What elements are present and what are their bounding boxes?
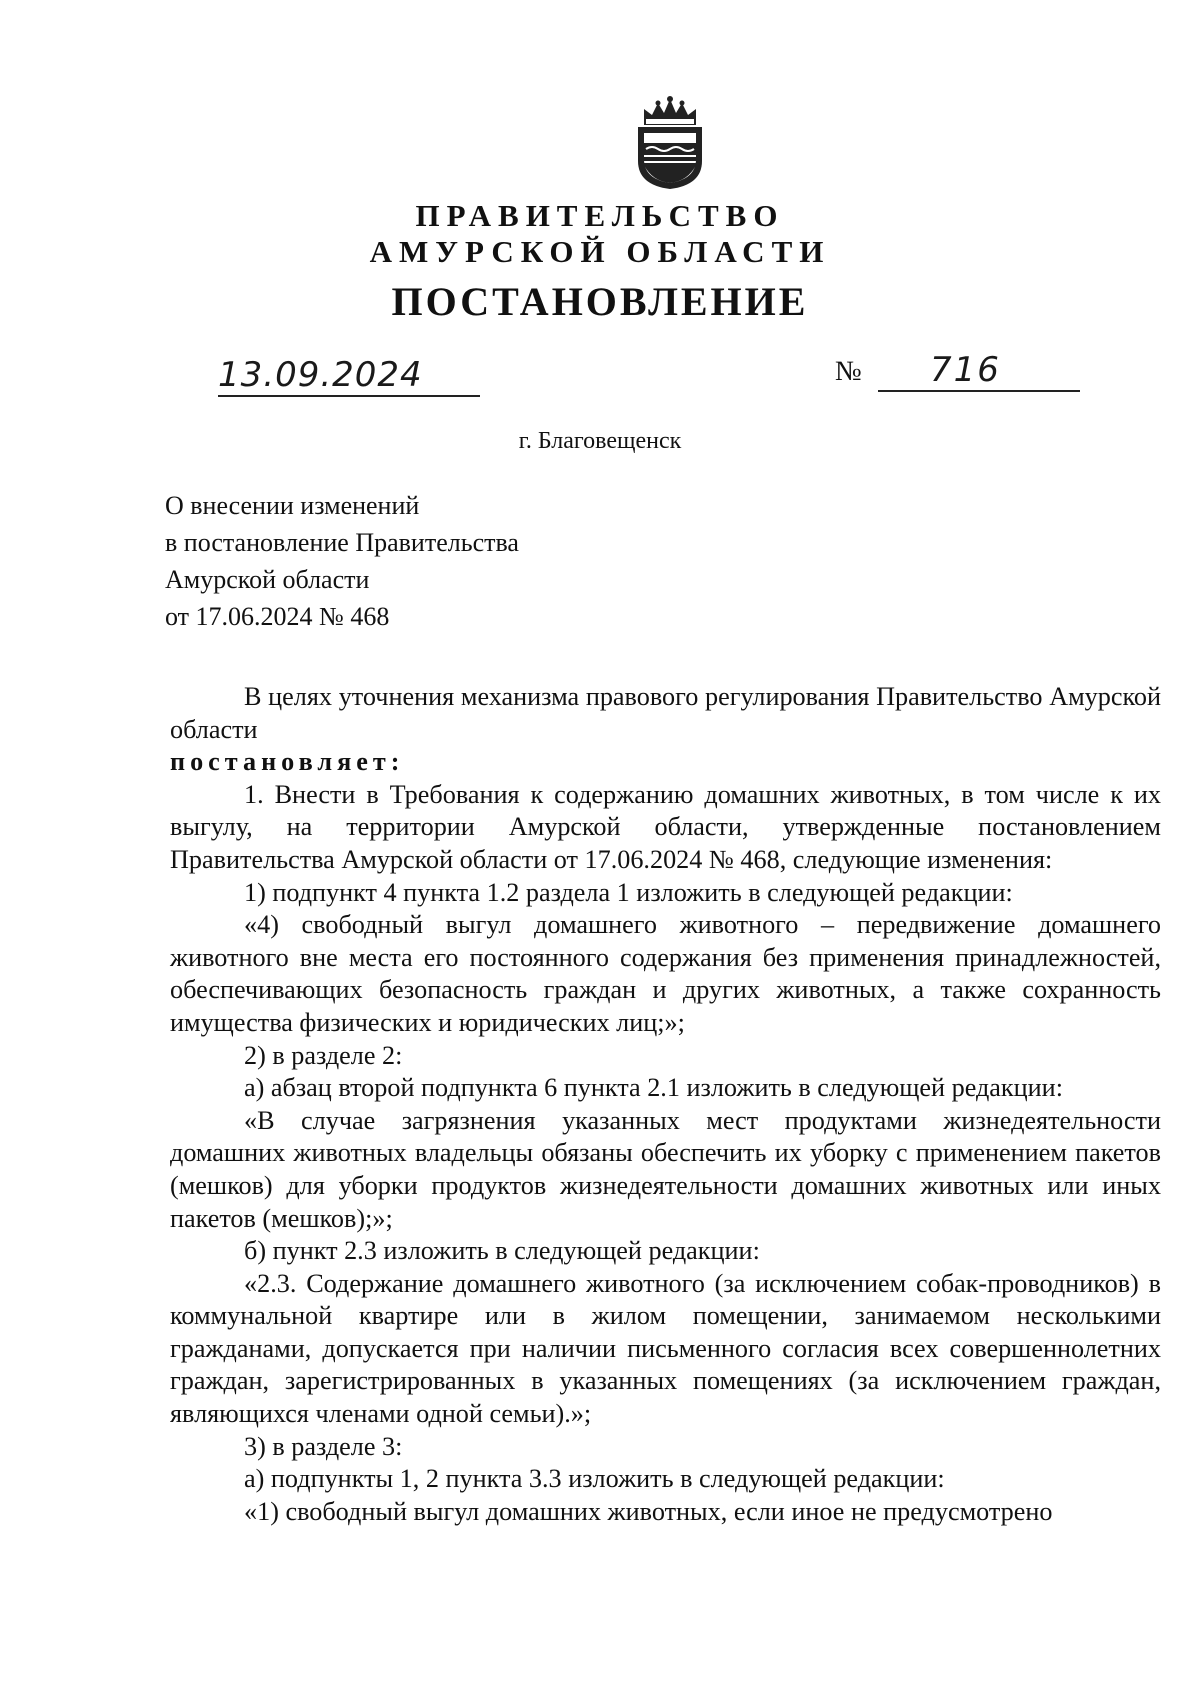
- body-paragraph: 1) подпункт 4 пункта 1.2 раздела 1 изложить в следующей редакции:: [244, 877, 1013, 907]
- subject-line: в постановление Правительства: [165, 528, 519, 557]
- body-paragraph: а) подпункты 1, 2 пункта 3.3 изложить в следующей редакции:: [244, 1464, 945, 1494]
- body-paragraph: 2) в разделе 2:: [244, 1040, 403, 1070]
- organization-name-line2: АМУРСКОЙ ОБЛАСТИ: [369, 234, 831, 269]
- preamble-paragraph: В целях уточнения механизма правового регулирования Правительство Амурской области: [170, 682, 1161, 744]
- body-paragraph: «2.3. Содержание домашнего животного (за исключением собак-проводников) в коммунальной квартире или в жилом помещении, занимаемом несколькими гражданами, допускается при наличии письменного согласия всех совершеннолетних граждан, зарегистрированных в указанных помещениях (за исключением граждан, являющихся членами одной семьи).»;: [170, 1268, 1161, 1429]
- document-type-title: ПОСТАНОВЛЕНИЕ: [391, 279, 809, 324]
- date-underline: [218, 395, 480, 397]
- document-body: [170, 681, 1161, 1528]
- document-subject: [165, 487, 519, 635]
- subject-line: Амурской области: [165, 565, 370, 594]
- date-field: [218, 355, 478, 397]
- body-paragraph: «1) свободный выгул домашних животных, если иное не предусмотрено: [244, 1496, 1053, 1526]
- body-paragraph: «В случае загрязнения указанных мест продуктами жизнедеятельности домашних животных владельцы обязаны обеспечить их уборку с применением пакетов (мешков) для уборки продуктов жизнедеятельности домашних животных или иных пакетов (мешков);»;: [170, 1105, 1161, 1233]
- organization-name-line1: ПРАВИТЕЛЬСТВО: [415, 198, 785, 233]
- handwritten-date: 13.09.2024: [218, 355, 423, 395]
- body-paragraph: 3) в разделе 3:: [244, 1431, 403, 1461]
- body-paragraph: б) пункт 2.3 изложить в следующей редакции:: [244, 1236, 760, 1266]
- subject-line: от 17.06.2024 № 468: [165, 602, 390, 631]
- body-paragraph: 1. Внести в Требования к содержанию домашних животных, в том числе к их выгулу, на территории Амурской области, утвержденные постановлением Правительства Амурской области от 17.06.2024 № 468, следующие изменения:: [170, 779, 1161, 874]
- number-field: [878, 350, 1080, 392]
- body-paragraph: а) абзац второй подпункта 6 пункта 2.1 изложить в следующей редакции:: [244, 1073, 1063, 1103]
- number-underline: [878, 390, 1080, 392]
- amur-region-coat-of-arms-emblem: [628, 95, 712, 191]
- number-label: №: [835, 356, 862, 387]
- city-line: г. Благовещенск: [518, 428, 682, 454]
- body-paragraph: «4) свободный выгул домашнего животного – передвижение домашнего животного вне места его постоянного содержания без применения принадлежностей, обеспечивающих безопасность граждан и других животных, а также сохранность имущества физических и юридических лиц;»;: [170, 910, 1161, 1037]
- decree-word: постановляет:: [170, 747, 405, 777]
- handwritten-number: 716: [930, 350, 1001, 390]
- subject-line: О внесении изменений: [165, 491, 420, 520]
